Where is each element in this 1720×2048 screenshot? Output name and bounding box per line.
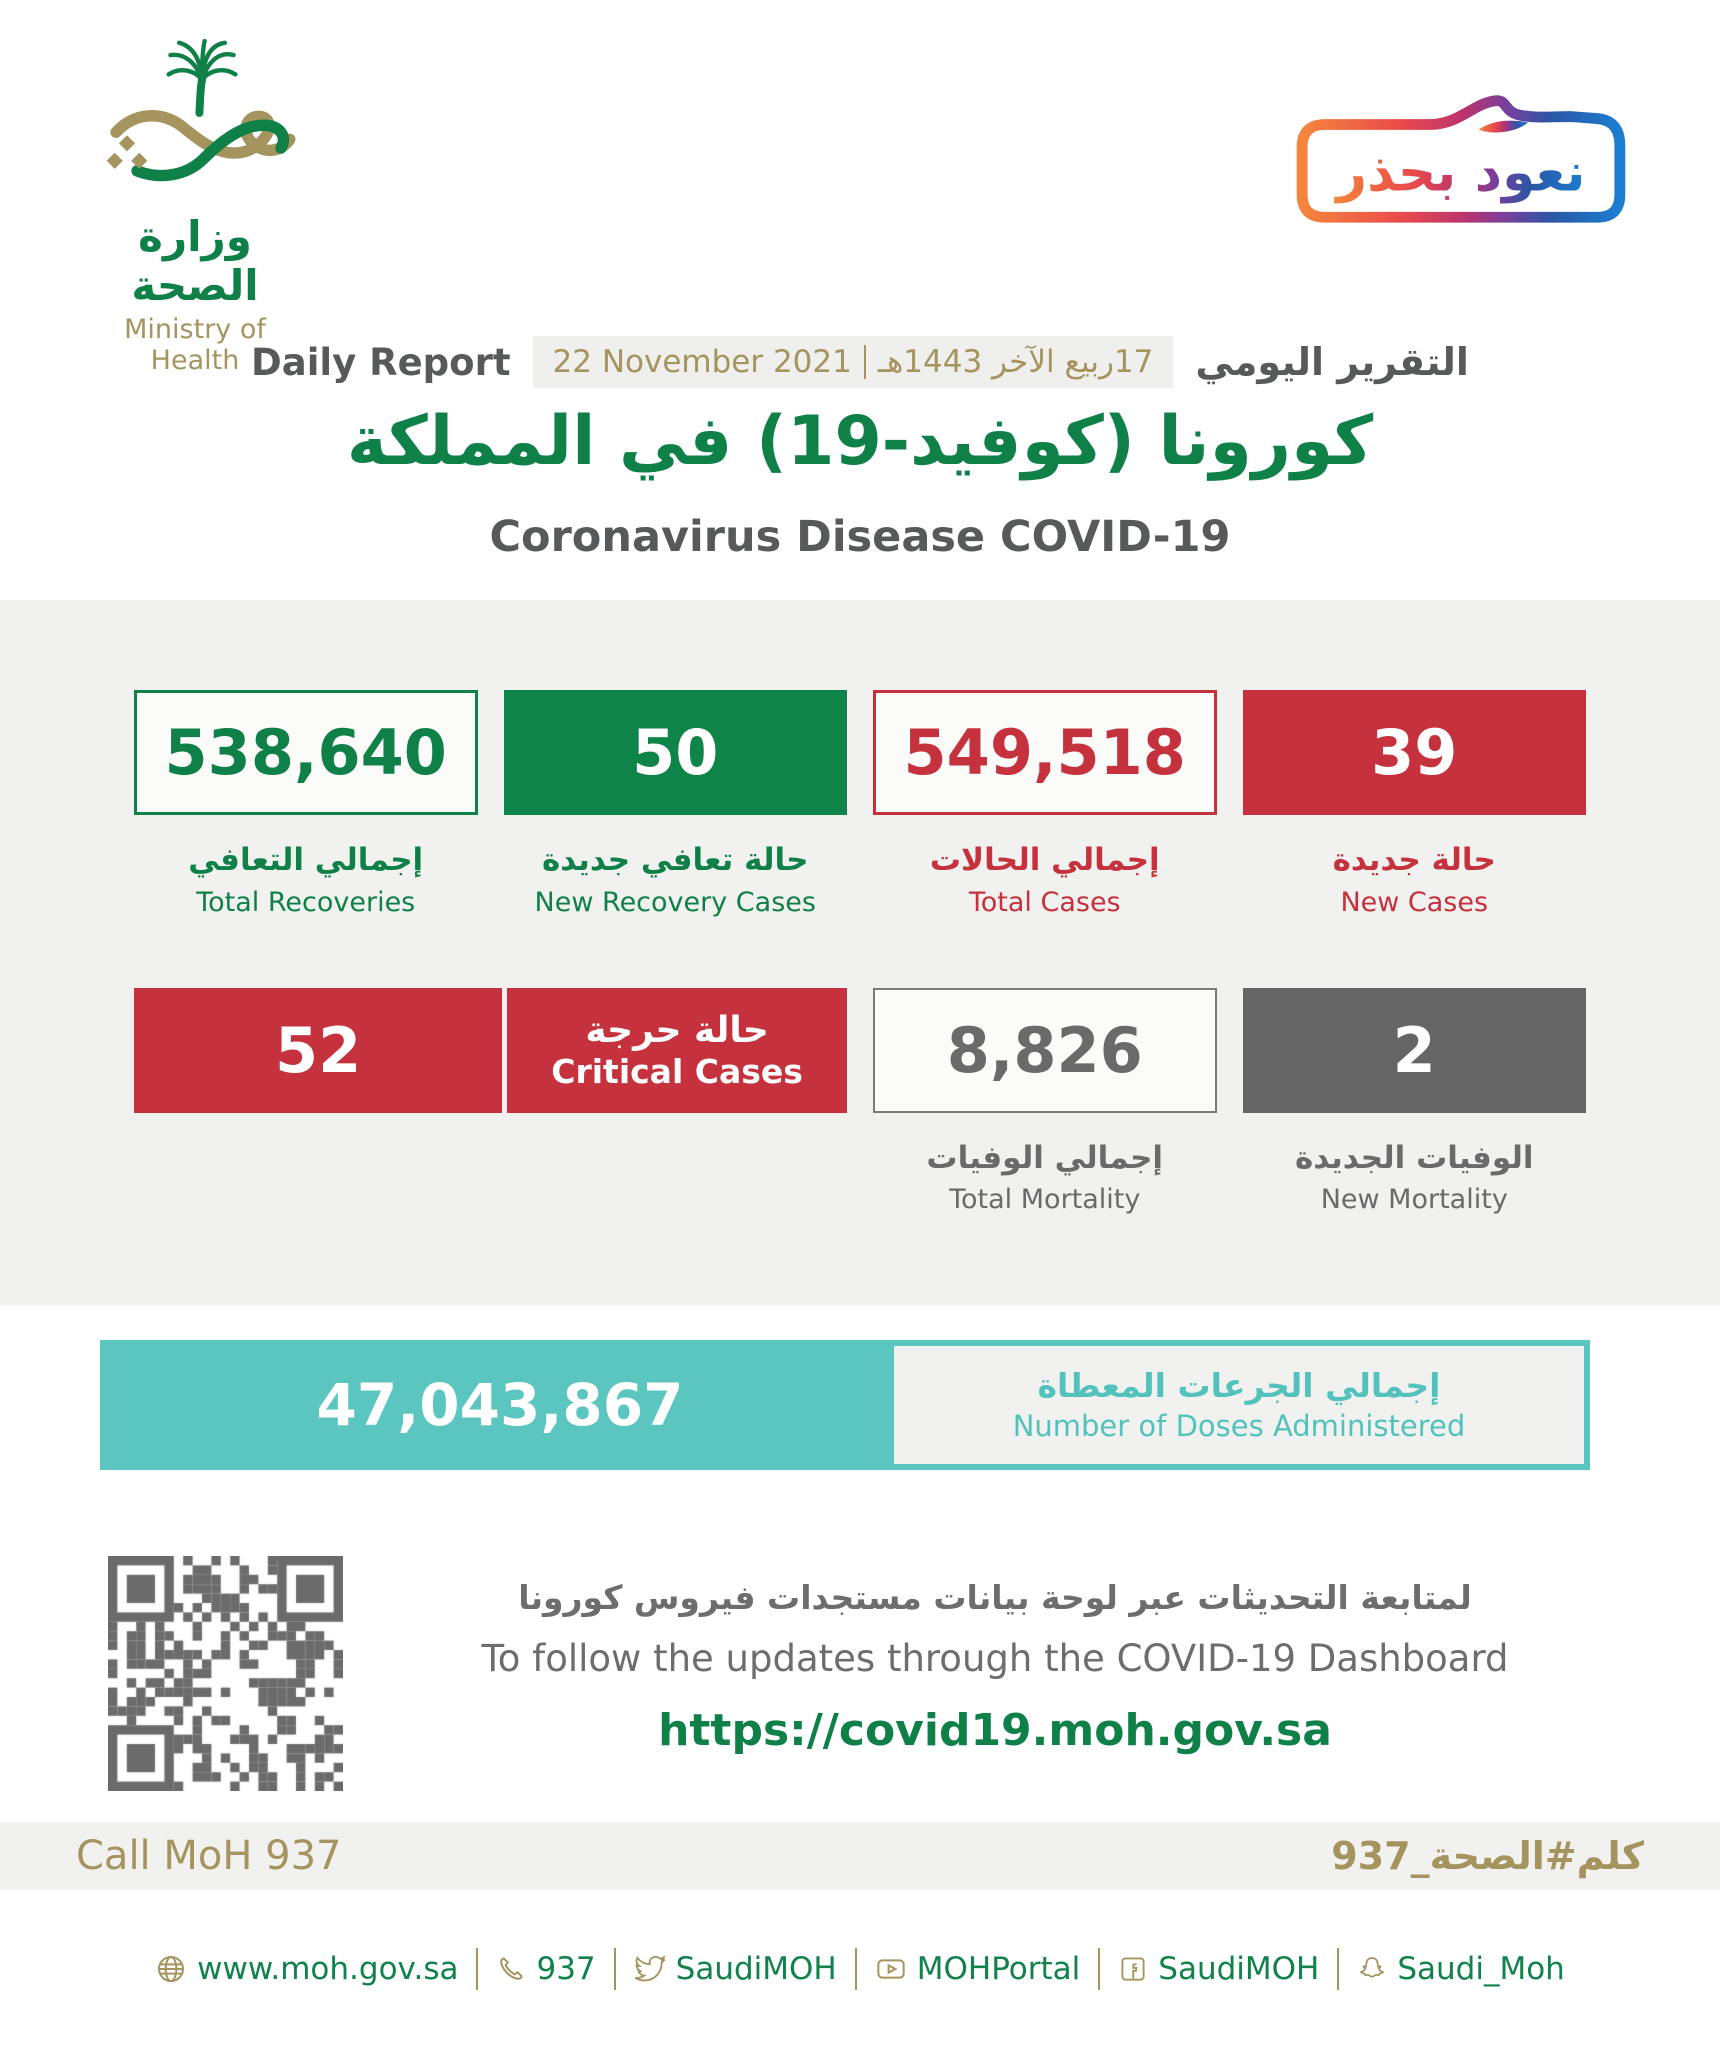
total-cases-value: 549,518 xyxy=(873,690,1217,815)
report-header-row xyxy=(0,336,1720,388)
badge-swoosh xyxy=(1479,121,1528,133)
dashboard-url-link[interactable]: https://covid19.moh.gov.sa xyxy=(658,1705,1332,1757)
total-mortality-label-ar: إجمالي الوفيات xyxy=(926,1139,1164,1176)
moh-logo xyxy=(88,34,302,376)
social-label: 937 xyxy=(536,1951,596,1987)
new-recovery-cases-value: 50 xyxy=(504,690,848,815)
return-with-caution-badge xyxy=(1282,88,1640,236)
dashboard-section xyxy=(0,1552,1720,1792)
twitter-icon xyxy=(634,1953,666,1985)
new-cases-label-en: New Cases xyxy=(1340,886,1489,918)
statistics-band xyxy=(0,600,1720,1305)
dashboard-text xyxy=(380,1574,1610,1763)
stat-new-recovery-cases xyxy=(504,690,848,920)
separator xyxy=(855,1948,857,1990)
doses-administered-bar xyxy=(100,1340,1590,1470)
stats-row-1 xyxy=(134,690,1586,920)
total-recoveries-value: 538,640 xyxy=(134,690,478,815)
total-recoveries-label-ar: إجمالي التعافي xyxy=(188,842,424,878)
report-date-box xyxy=(533,336,1174,388)
qr-code xyxy=(108,1556,343,1791)
snapchat-icon xyxy=(1357,1954,1387,1984)
critical-cases-label-ar: حالة حرجة xyxy=(585,1009,769,1051)
daily-report-label-en: Daily Report xyxy=(251,340,511,384)
new-mortality-label-en: New Mortality xyxy=(1320,1184,1508,1216)
doses-label-ar: إجمالي الجرعات المعطاة xyxy=(1037,1365,1441,1405)
dashboard-text-ar: لمتابعة التحديثات عبر لوحة بيانات مستجدات فيروس كورونا xyxy=(518,1578,1472,1617)
youtube-icon xyxy=(875,1953,907,1985)
social-label: Saudi_Moh xyxy=(1397,1951,1565,1987)
header xyxy=(0,0,1720,600)
facebook-icon xyxy=(1118,1954,1148,1984)
moh-hashtag: كلم#الصحة_937 xyxy=(1331,1834,1644,1878)
logo-arabic-name: وزارة الصحة xyxy=(131,212,259,310)
social-label: SaudiMOH xyxy=(1158,1951,1320,1987)
social-item-facebook[interactable] xyxy=(1118,1951,1319,1987)
stat-total-recoveries xyxy=(134,690,478,920)
critical-cases-label-en: Critical Cases xyxy=(551,1051,803,1091)
social-label: www.moh.gov.sa xyxy=(197,1951,459,1987)
logo-diamond-dots xyxy=(107,135,148,169)
total-mortality-label-en: Total Mortality xyxy=(949,1184,1141,1216)
new-recovery-cases-label-en: New Recovery Cases xyxy=(534,886,816,918)
critical-cases-label-box xyxy=(507,988,847,1113)
stat-new-mortality xyxy=(1243,988,1587,1218)
social-item-youtube[interactable] xyxy=(875,1951,1081,1987)
total-cases-label-en: Total Cases xyxy=(968,886,1121,918)
phone-icon xyxy=(496,1954,526,1984)
separator xyxy=(614,1948,616,1990)
stat-new-cases xyxy=(1243,690,1587,920)
new-cases-label-ar: حالة جديدة xyxy=(1332,842,1496,878)
social-label: MOHPortal xyxy=(916,1951,1081,1987)
page-title-arabic: كورونا (كوفيد-19) في المملكة xyxy=(346,402,1374,481)
separator xyxy=(476,1948,478,1990)
social-item-twitter[interactable] xyxy=(634,1951,837,1987)
report-date-hijri: 17ربيع الآخر 1443هـ xyxy=(877,344,1154,380)
doses-labels xyxy=(894,1346,1584,1464)
stats-row-2 xyxy=(134,988,1586,1218)
social-item-website[interactable] xyxy=(155,1951,458,1987)
logo-english-name: Ministry of Health xyxy=(124,314,266,376)
stat-total-mortality xyxy=(873,988,1217,1218)
doses-value: 47,043,867 xyxy=(316,1371,684,1439)
social-label: SaudiMOH xyxy=(675,1951,837,1987)
call-moh-label: Call MoH 937 xyxy=(76,1833,342,1879)
stat-critical-cases xyxy=(134,988,847,1218)
doses-label-en: Number of Doses Administered xyxy=(1012,1408,1466,1443)
separator xyxy=(1098,1948,1100,1990)
badge-text: نعود بحذر xyxy=(1336,141,1586,204)
total-cases-label-ar: إجمالي الحالات xyxy=(929,842,1160,878)
new-mortality-value: 2 xyxy=(1243,988,1587,1113)
page-title-english: Coronavirus Disease COVID-19 xyxy=(489,512,1231,562)
dashboard-text-en: To follow the updates through the COVID-19 Dashboard xyxy=(481,1636,1509,1680)
social-item-snapchat[interactable] xyxy=(1357,1951,1564,1987)
daily-report-label-ar: التقرير اليومي xyxy=(1195,340,1469,384)
date-separator xyxy=(864,345,866,379)
critical-cases-value: 52 xyxy=(134,988,502,1113)
social-item-phone[interactable] xyxy=(496,1951,595,1987)
total-recoveries-label-en: Total Recoveries xyxy=(196,886,416,918)
globe-icon xyxy=(155,1953,187,1985)
total-mortality-value: 8,826 xyxy=(873,988,1217,1113)
new-cases-value: 39 xyxy=(1243,690,1587,815)
new-recovery-cases-label-ar: حالة تعافي جديدة xyxy=(541,842,809,878)
social-bar xyxy=(0,1948,1720,1990)
call-moh-band xyxy=(0,1822,1720,1890)
separator xyxy=(1337,1948,1339,1990)
report-date-gregorian: 22 November 2021 xyxy=(552,344,852,380)
moh-logo-icon xyxy=(88,34,302,206)
stat-total-cases xyxy=(873,690,1217,920)
new-mortality-label-ar: الوفيات الجديدة xyxy=(1294,1139,1534,1176)
